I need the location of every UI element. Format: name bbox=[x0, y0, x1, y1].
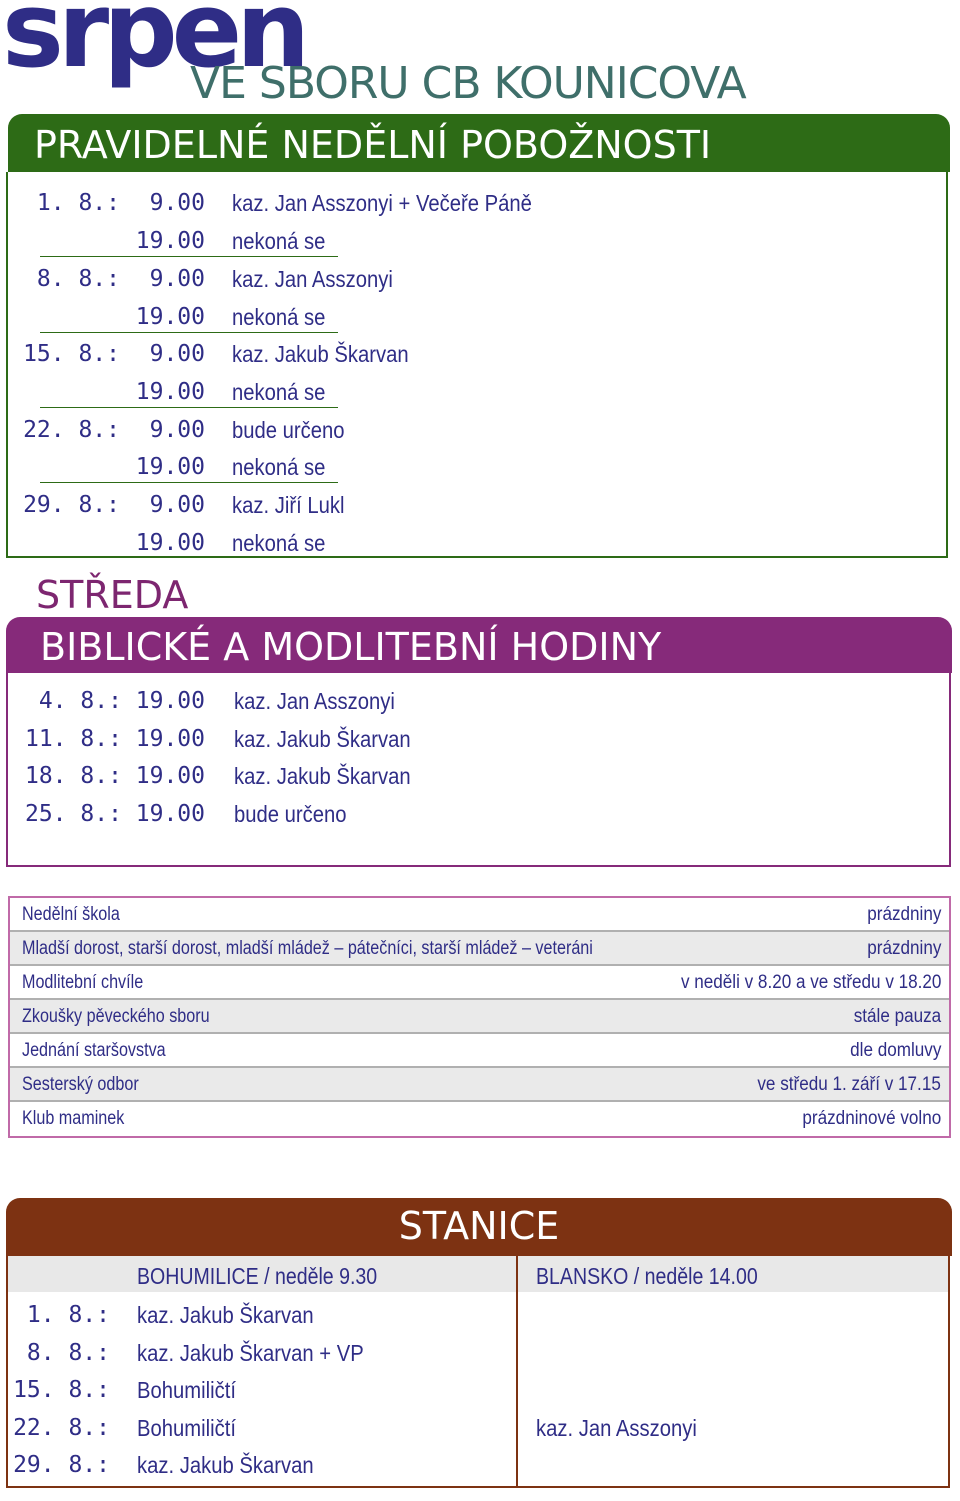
sunday-time: 9.00 bbox=[149, 417, 205, 443]
sunday-time: 19.00 bbox=[135, 530, 205, 556]
activity-label: Klub maminek bbox=[22, 1108, 125, 1129]
sunday-banner bbox=[8, 114, 950, 172]
activity-row bbox=[10, 932, 949, 966]
sunday-desc: nekoná se bbox=[232, 304, 326, 330]
activity-value: prázdninové volno bbox=[802, 1108, 941, 1129]
wednesday-label: STŘEDA bbox=[36, 573, 189, 617]
wednesday-datetime: 11. 8.: 19.00 bbox=[24, 726, 205, 752]
bohumilice-preacher: Bohumiličtí bbox=[137, 1377, 236, 1403]
activity-label: Nedělní škola bbox=[22, 904, 120, 925]
sunday-desc: bude určeno bbox=[232, 417, 345, 443]
bohumilice-preacher: kaz. Jakub Škarvan bbox=[137, 1452, 314, 1478]
wednesday-desc: kaz. Jakub Škarvan bbox=[234, 726, 411, 752]
sunday-date: 1. 8.: bbox=[36, 190, 120, 216]
sunday-date: 29. 8.: bbox=[23, 492, 120, 518]
activity-value: dle domluvy bbox=[849, 1040, 941, 1061]
activity-row bbox=[10, 898, 949, 932]
activity-label: Zkoušky pěveckého sboru bbox=[22, 1006, 210, 1027]
church-subtitle: VE SBORU CB KOUNICOVA bbox=[190, 58, 746, 109]
sunday-time: 9.00 bbox=[149, 492, 205, 518]
bohumilice-preacher: kaz. Jakub Škarvan bbox=[137, 1302, 314, 1328]
activity-label: Modlitební chvíle bbox=[22, 972, 144, 993]
month-title: srpen bbox=[2, 0, 305, 91]
bohumilice-preacher: kaz. Jakub Škarvan + VP bbox=[137, 1340, 364, 1366]
activity-value: v neděli v 8.20 a ve středu v 18.20 bbox=[680, 972, 941, 993]
sunday-time: 9.00 bbox=[149, 190, 205, 216]
stations-banner bbox=[6, 1198, 952, 1256]
sunday-desc: kaz. Jan Asszonyi + Večeře Páně bbox=[232, 190, 532, 216]
activity-value: ve středu 1. září v 17.15 bbox=[757, 1074, 941, 1095]
activity-label: Mladší dorost, starší dorost, mladší mládež – pátečníci, starší mládež – veteráni bbox=[22, 938, 593, 959]
sunday-desc: kaz. Jan Asszonyi bbox=[232, 266, 393, 292]
activity-row bbox=[10, 1034, 949, 1068]
activity-label: Sesterský odbor bbox=[22, 1074, 139, 1095]
row-separator bbox=[40, 482, 338, 483]
sunday-desc: nekoná se bbox=[232, 379, 326, 405]
stations-banner-title: STANICE bbox=[398, 1204, 560, 1248]
activity-value: prázdniny bbox=[866, 938, 941, 959]
activity-row bbox=[10, 1102, 949, 1136]
sunday-time: 19.00 bbox=[135, 304, 205, 330]
sunday-date: 8. 8.: bbox=[36, 266, 120, 292]
sunday-time: 19.00 bbox=[135, 454, 205, 480]
wednesday-desc: kaz. Jan Asszonyi bbox=[234, 688, 395, 714]
activity-value: stále pauza bbox=[853, 1006, 941, 1027]
sunday-date: 22. 8.: bbox=[23, 417, 120, 443]
sunday-date: 15. 8.: bbox=[23, 341, 120, 367]
station-date: 29. 8.: bbox=[13, 1452, 110, 1478]
station-date: 22. 8.: bbox=[13, 1415, 110, 1441]
activity-label: Jednání staršovstva bbox=[22, 1040, 166, 1061]
sunday-time: 9.00 bbox=[149, 341, 205, 367]
sunday-banner-title: PRAVIDELNÉ NEDĚLNÍ POBOŽNOSTI bbox=[34, 123, 712, 167]
wednesday-desc: kaz. Jakub Škarvan bbox=[234, 763, 411, 789]
activity-row bbox=[10, 1000, 949, 1034]
station-date: 15. 8.: bbox=[13, 1377, 110, 1403]
station-date: 1. 8.: bbox=[26, 1302, 110, 1328]
wednesday-datetime: 4. 8.: 19.00 bbox=[38, 688, 205, 714]
sunday-time: 19.00 bbox=[135, 228, 205, 254]
blansko-preacher: kaz. Jan Asszonyi bbox=[536, 1415, 697, 1441]
bohumilice-title: BOHUMILICE / neděle 9.30 bbox=[137, 1263, 378, 1289]
station-date: 8. 8.: bbox=[26, 1340, 110, 1366]
activities-table bbox=[8, 896, 951, 1138]
sunday-time: 9.00 bbox=[149, 266, 205, 292]
sunday-desc: nekoná se bbox=[232, 530, 326, 556]
wednesday-datetime: 25. 8.: 19.00 bbox=[24, 801, 205, 827]
wednesday-datetime: 18. 8.: 19.00 bbox=[24, 763, 205, 789]
wednesday-desc: bude určeno bbox=[234, 801, 347, 827]
sunday-desc: nekoná se bbox=[232, 228, 326, 254]
sunday-time: 19.00 bbox=[135, 379, 205, 405]
sunday-desc: kaz. Jakub Škarvan bbox=[232, 341, 409, 367]
row-separator bbox=[40, 256, 338, 257]
sunday-desc: nekoná se bbox=[232, 454, 326, 480]
activity-row bbox=[10, 1068, 949, 1102]
row-separator bbox=[40, 407, 338, 408]
row-separator bbox=[40, 332, 338, 333]
blansko-title: BLANSKO / neděle 14.00 bbox=[536, 1263, 758, 1289]
activity-value: prázdniny bbox=[866, 904, 941, 925]
wednesday-banner-title: BIBLICKÉ A MODLITEBNÍ HODINY bbox=[40, 625, 662, 669]
wednesday-banner bbox=[6, 617, 952, 673]
activity-row bbox=[10, 966, 949, 1000]
stations-column-divider bbox=[516, 1256, 518, 1488]
sunday-desc: kaz. Jiří Lukl bbox=[232, 492, 345, 518]
bohumilice-preacher: Bohumiličtí bbox=[137, 1415, 236, 1441]
